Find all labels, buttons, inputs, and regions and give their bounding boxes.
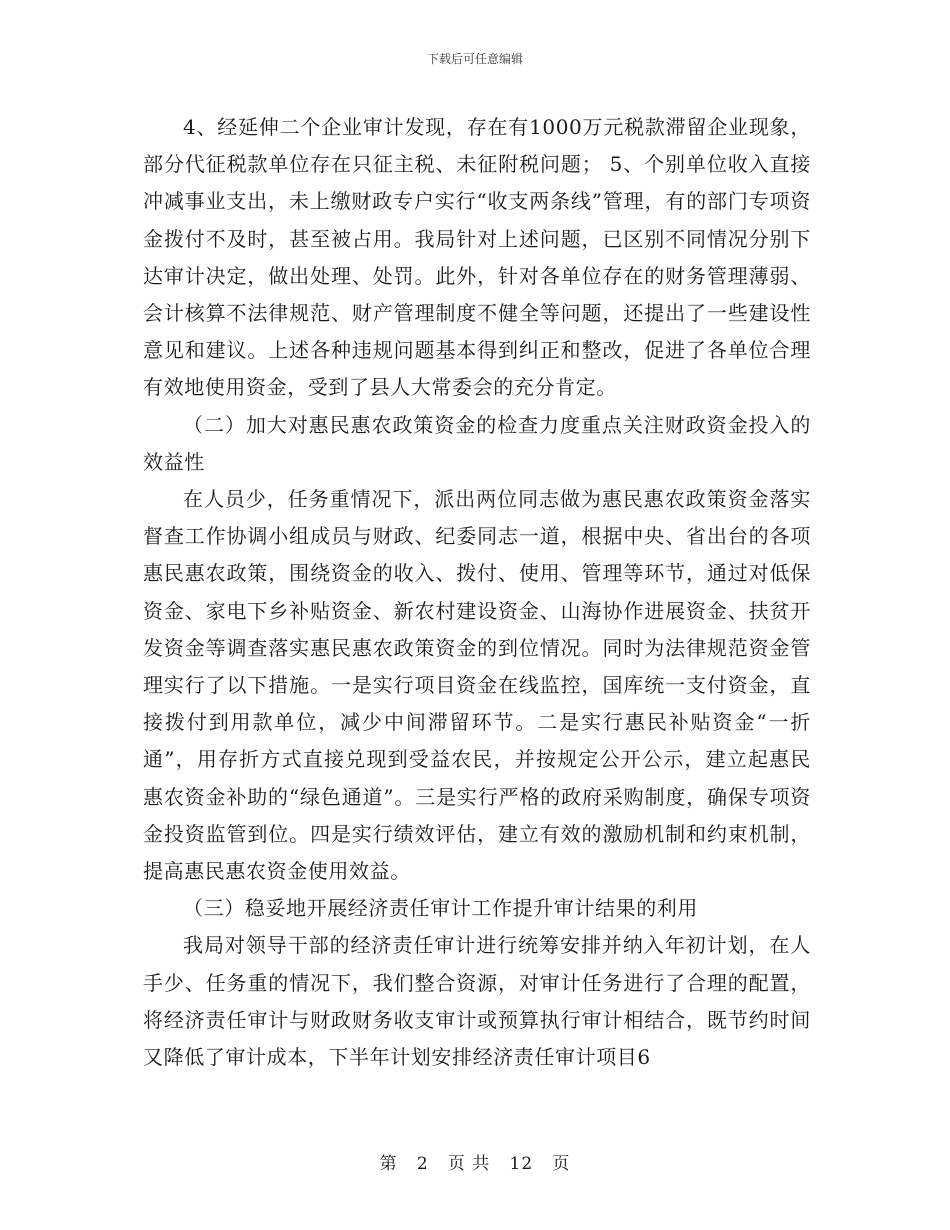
header-text: 下载后可任意编辑 [426, 52, 523, 66]
footer-prefix: 第 [379, 1154, 398, 1174]
page-total: 12 [509, 1154, 534, 1174]
paragraph-audit-findings: 4、经延伸二个企业审计发现，存在有1000万元税款滞留企业现象，部分代征税款单位存在只征主税、未征附税问题； 5、个别单位收入直接冲减事业支出，未上缴财政专户实行“收支两条线”管理，有的部门专项资金拨付不及时，甚至被占用。我局针对上述问题，已区别不同情况分别下达审计决定，做出处理、处罚。此外，针对各单位存在的财务管理薄弱、会计核算不法律规范、财产管理制度不健全等问题，还提出了一些建设性意见和建议。上述各种违规问题基本得到纠正和整改，促进了各单位合理有效地使用资金，受到了县人大常委会的充分肯定。 [143, 115, 811, 400]
page-footer [0, 1153, 950, 1175]
page-number: 2 [416, 1154, 429, 1174]
section-heading-2: （二）加大对惠民惠农政策资金的检查力度重点关注财政资金投入的效益性 [143, 412, 811, 474]
footer-middle: 页 共 [447, 1154, 491, 1174]
paragraph-policy-funds: 在人员少，任务重情况下，派出两位同志做为惠民惠农政策资金落实督查工作协调小组成员与财政、纪委同志一道，根据中央、省出台的各项惠民惠农政策，围绕资金的收入、拨付、使用、管理等环节，通过对低保资金、家电下乡补贴资金、新农村建设资金、山海协作进展资金、扶贫开发资金等调查落实惠民惠农政策资金的到位情况。同时为法律规范资金管理实行了以下措施。一是实行项目资金在线监控，国库统一支付资金，直接拨付到用款单位，减少中间滞留环节。二是实行惠民补贴资金“一折通”，用存折方式直接兑现到受益农民，并按规定公开公示，建立起惠民惠农资金补助的“绿色通道”。三是实行严格的政府采购制度，确保专项资金投资监管到位。四是实行绩效评估，建立有效的激励机制和约束机制，提高惠民惠农资金使用效益。 [143, 487, 811, 884]
document-body [143, 109, 811, 1076]
section-heading-3: （三）稳妥地开展经济责任审计工作提升审计结果的利用 [183, 896, 698, 921]
page-header [0, 51, 950, 67]
footer-suffix: 页 [552, 1154, 571, 1174]
paragraph-economic-responsibility: 我局对领导干部的经济责任审计进行统筹安排并纳入年初计划，在人手少、任务重的情况下，我们整合资源，对审计任务进行了合理的配置，将经济责任审计与财政财务收支审计或预算执行审计相结合，既节约时间又降低了审计成本，下半年计划安排经济责任审计项目6 [143, 933, 811, 1070]
